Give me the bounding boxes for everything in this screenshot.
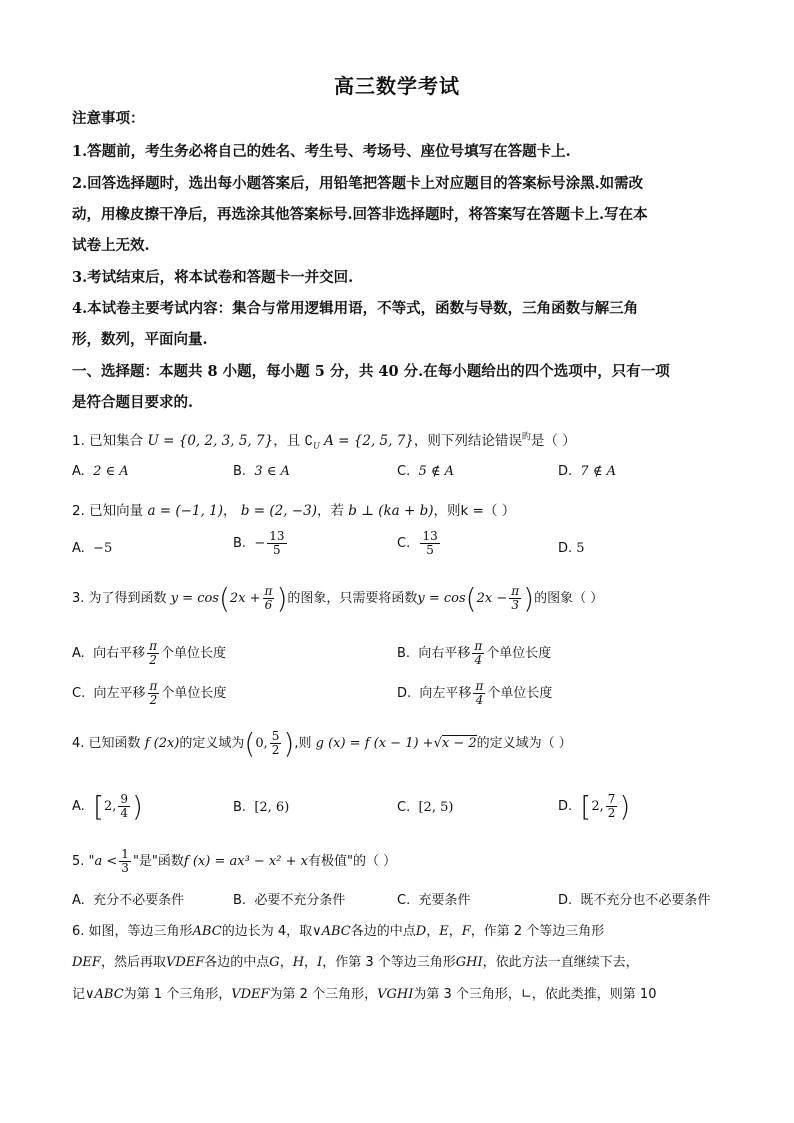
note-4-line-1: 4.本试卷主要考试内容：集合与常用逻辑用语，不等式，函数与导数，三角函数与解三角 — [72, 300, 639, 317]
note-2-line-2: 动，用橡皮擦干净后，再选涂其他答案标号.回答非选择题时，将答案写在答题卡上.写在本 — [72, 206, 648, 223]
question-3: 3. 为了得到函数 y = cos(2x + $\frac{\pi}{6}$ )的图象，只需要将函数y = cos(2x − $\frac{\pi}{3}$ )的图象（ ） — [72, 582, 604, 615]
q3-option-c[interactable]: C. 向左平移 $\frac{\pi}{2}$ 个单位长度 — [72, 679, 227, 707]
note-1: 1.答题前，考生务必将自己的姓名、考生号、考场号、座位号填写在答题卡上. — [72, 143, 571, 160]
question-1: 1. 已知集合 U = {0, 2, 3, 5, 7}，且 $∁_U$ A = {2, 5, 7}，则下列结论错误$^旳$是（ ） — [72, 432, 576, 451]
question-6-line-3: 记∨ABC为第 1 个三角形，VDEF为第 2 个三角形，VGHI为第 3 个三角形，∟，依此类推，则第 10 — [72, 987, 657, 1002]
section-1-line-2: 是符合题目要求的. — [72, 394, 194, 411]
section-1-line-1: 一、选择题：本题共 8 小题，每小题 5 分，共 40 分.在每小题给出的四个选项中，只有一项 — [72, 363, 670, 380]
q1-option-c[interactable]: C. 5 ∉ A — [397, 464, 455, 479]
perpendicular-condition: b ⊥ (ka + b) — [348, 503, 434, 519]
q3-option-d[interactable]: D. 向左平移 $\frac{\pi}{4}$ 个单位长度 — [397, 679, 553, 707]
q1-option-b[interactable]: B. 3 ∈ A — [233, 464, 290, 479]
q2-option-d[interactable]: D. 5 — [558, 541, 585, 556]
complement-symbol: $∁_U$ — [304, 433, 320, 451]
set-u: U = {0, 2, 3, 5, 7} — [147, 433, 274, 449]
q5-option-b[interactable]: B. 必要不充分条件 — [233, 893, 346, 908]
note-4-line-2: 形，数列，平面向量. — [72, 331, 208, 348]
notes-heading: 注意事项： — [72, 110, 145, 127]
q3-option-b[interactable]: B. 向右平移 $\frac{\pi}{4}$ 个单位长度 — [397, 639, 552, 667]
q2-option-a[interactable]: A. −5 — [72, 541, 113, 556]
q5-option-c[interactable]: C. 充要条件 — [397, 893, 471, 908]
q3-option-a[interactable]: A. 向右平移 $\frac{\pi}{2}$ 个单位长度 — [72, 639, 226, 667]
note-2-line-1: 2.回答选择题时，选出每小题答案后，用铅笔把答题卡上对应题目的答案标号涂黑.如需改 — [72, 175, 644, 192]
question-2: 2. 已知向量 a = (−1, 1)， b = (2, −3)，若 b ⊥ (ka + b)，则k =（ ） — [72, 503, 516, 519]
vector-a: a = (−1, 1) — [147, 503, 224, 519]
q2-option-c[interactable]: C. $\frac{13}{5}$ — [397, 529, 438, 557]
question-6-line-1: 6. 如图，等边三角形ABC的边长为 4，取∨ABC各边的中点D，E，F，作第 2 个等边三角形 — [72, 924, 605, 939]
q1-option-d[interactable]: D. 7 ∉ A — [558, 464, 616, 479]
page-title: 高三数学考试 — [334, 74, 460, 98]
question-4: 4. 已知函数 f (2x)的定义域为(0, $\frac{5}{2}$ ),则 g (x) = f (x − 1) +√x − 2的定义域为（ ） — [72, 727, 572, 760]
q4-option-b[interactable]: B. [2, 6) — [233, 800, 290, 815]
vector-b: b = (2, −3) — [240, 503, 317, 519]
q5-option-d[interactable]: D. 既不充分也不必要条件 — [558, 893, 711, 908]
q4-option-d[interactable]: D. [2, $\frac{7}{2}$ ) — [558, 790, 631, 823]
q4-option-a[interactable]: A. [2, $\frac{9}{4}$ ) — [72, 790, 143, 823]
note-2-line-3: 试卷上无效. — [72, 237, 150, 254]
q4-option-c[interactable]: C. [2, 5) — [397, 800, 454, 815]
set-a: A = {2, 5, 7} — [324, 433, 414, 449]
question-6-line-2: DEF，然后再取VDEF各边的中点G，H，I，作第 3 个等边三角形GHI，依此方法一直继续下去， — [72, 955, 639, 970]
sqrt-symbol: √ — [433, 736, 442, 751]
q5-option-a[interactable]: A. 充分不必要条件 — [72, 893, 185, 908]
q2-option-b[interactable]: B. − $\frac{13}{5}$ — [233, 529, 285, 557]
question-5: 5. "a < $\frac{1}{3}$ "是"函数f (x) = ax³ − x² + x有极值"的（ ） — [72, 847, 397, 875]
q1-option-a[interactable]: A. 2 ∈ A — [72, 464, 129, 479]
note-3: 3.考试结束后，将本试卷和答题卡一并交回. — [72, 269, 354, 286]
